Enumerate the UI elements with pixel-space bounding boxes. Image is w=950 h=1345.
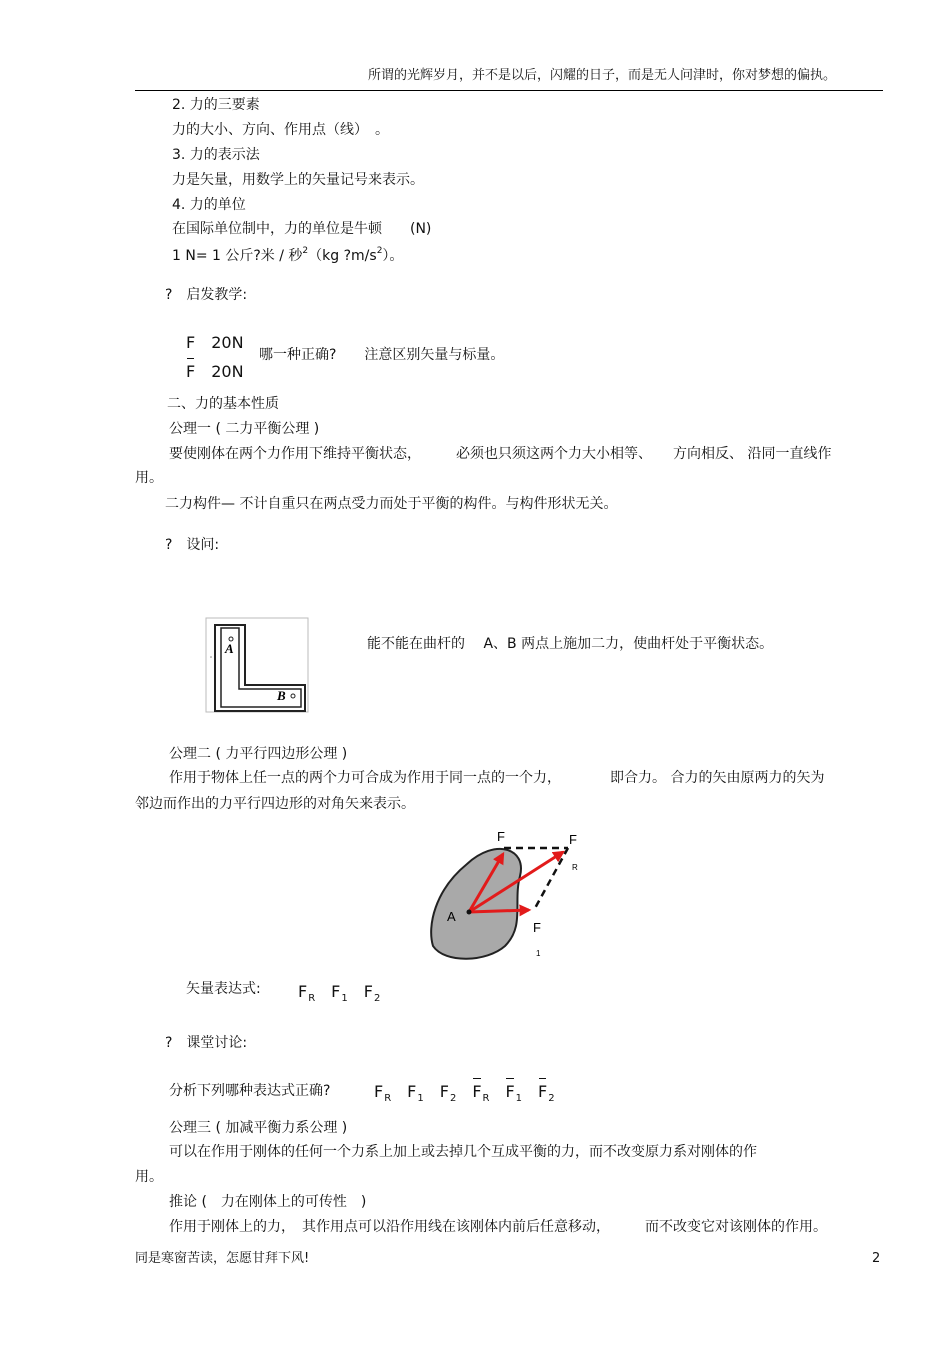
f2-label: F bbox=[497, 829, 505, 844]
classroom-discussion-label: ? 课堂讨论: bbox=[165, 1035, 248, 1051]
heading-axiom-1: 公理一 ( 二力平衡公理 ) bbox=[169, 421, 320, 437]
text-force-unit: 在国际单位制中，力的单位是牛顿 (N) bbox=[172, 221, 432, 237]
text-axiom-3-line1: 可以在作用于刚体的任何一个力系上加上或去掉几个互成平衡的力，而不改变原力系对刚体的作 bbox=[169, 1144, 757, 1160]
scalar-f-expression bbox=[186, 333, 244, 352]
page-number: 2 bbox=[872, 1251, 881, 1266]
header-rule bbox=[135, 90, 883, 91]
footer-motto: 同是寒窗苦读，怎愿甘拜下风! bbox=[135, 1251, 310, 1266]
text-axiom-2-line1: 作用于物体上任一点的两个力可合成为作用于同一点的一个力， 即合力。 合力的矢由原两力的矢为 bbox=[169, 770, 825, 786]
curved-bar-figure bbox=[205, 617, 309, 713]
text-axiom-1-line2: 用。 bbox=[135, 470, 163, 486]
rigid-body-shape bbox=[431, 849, 521, 959]
heading-axiom-2: 公理二 ( 力平行四边形公理 ) bbox=[169, 746, 348, 762]
vector-expression: $F_R$ $F_1$ $F_2$ bbox=[298, 982, 381, 1004]
unit-formula bbox=[172, 246, 403, 265]
force-parallelogram-figure bbox=[425, 826, 595, 962]
unit-formula-mid: （kg ?m/s bbox=[308, 248, 377, 264]
unit-formula-exp2: 2 bbox=[376, 246, 383, 256]
text-corollary: 作用于刚体上的力， 其作用点可以沿作用线在该刚体内前后任意移动， 而不改变它对该刚体的作用。 bbox=[169, 1219, 827, 1235]
text-axiom-3-line2: 用。 bbox=[135, 1169, 163, 1185]
curved-bar-question: 能不能在曲杆的 A、B 两点上施加二力，使曲杆处于平衡状态。 bbox=[367, 636, 774, 652]
heading-corollary: 推论 ( 力在刚体上的可传性 ) bbox=[169, 1194, 367, 1210]
text-axiom-2-line2: 邻边而作出的力平行四边形的对角矢来表示。 bbox=[135, 796, 415, 812]
curved-bar-label-b: B bbox=[277, 688, 286, 703]
point-a-label: A bbox=[447, 909, 456, 924]
text-axiom-1-line1: 要使刚体在两个力作用下维持平衡状态， 必须也只须这两个力大小相等、 方向相反、 沿同一直线作 bbox=[169, 446, 832, 462]
fr-label: F bbox=[569, 832, 577, 847]
scalar-f-value: 20N bbox=[211, 333, 244, 352]
vector-expression-label: 矢量表达式: bbox=[186, 981, 261, 997]
discussion-expressions: $F_R$ $F_1$ $F_2$ $F_R$ $F_1$ $F_2$ bbox=[374, 1082, 555, 1104]
f1-subscript: 1 bbox=[536, 949, 541, 958]
discussion-question: 分析下列哪种表达式正确? bbox=[169, 1083, 331, 1099]
header-motto: 所谓的光辉岁月，并不是以后，闪耀的日子，而是无人问津时，你对梦想的偏执。 bbox=[368, 68, 837, 83]
unit-formula-lhs: 1 N= 1 公斤?米 / 秒 bbox=[172, 248, 303, 264]
heuristic-teaching-label: ? 启发教学: bbox=[165, 287, 248, 303]
text-two-force-member: 二力构件— 不计自重只在两点受力而处于平衡的构件。与构件形状无关。 bbox=[165, 496, 618, 512]
heading-force-representation: 3. 力的表示法 bbox=[172, 147, 260, 163]
text-force-representation: 力是矢量，用数学上的矢量记号来表示。 bbox=[172, 172, 424, 188]
f1-label: F bbox=[533, 920, 541, 935]
vector-f-value: 20N bbox=[211, 362, 244, 381]
heading-basic-properties: 二、力的基本性质 bbox=[167, 396, 279, 412]
scalar-f-symbol: F bbox=[186, 333, 196, 352]
curved-bar-label-a: A bbox=[225, 641, 234, 656]
fr-subscript: R bbox=[572, 863, 578, 872]
vector-f-symbol: F bbox=[186, 362, 196, 381]
f-expression-question: 哪一种正确? 注意区别矢量与标量。 bbox=[259, 347, 505, 363]
vector-f-expression bbox=[186, 362, 244, 381]
heading-force-elements: 2. 力的三要素 bbox=[172, 97, 260, 113]
parallelogram-right-edge bbox=[534, 848, 568, 910]
heading-force-unit: 4. 力的单位 bbox=[172, 197, 246, 213]
question-label: ? 设问: bbox=[165, 537, 220, 553]
text-force-elements: 力的大小、方向、作用点（线） 。 bbox=[172, 122, 389, 138]
heading-axiom-3: 公理三 ( 加减平衡力系公理 ) bbox=[169, 1120, 348, 1136]
force-f1-arrow bbox=[469, 910, 529, 912]
unit-formula-exp1: 2 bbox=[302, 246, 309, 256]
unit-formula-end: ）。 bbox=[382, 248, 404, 264]
